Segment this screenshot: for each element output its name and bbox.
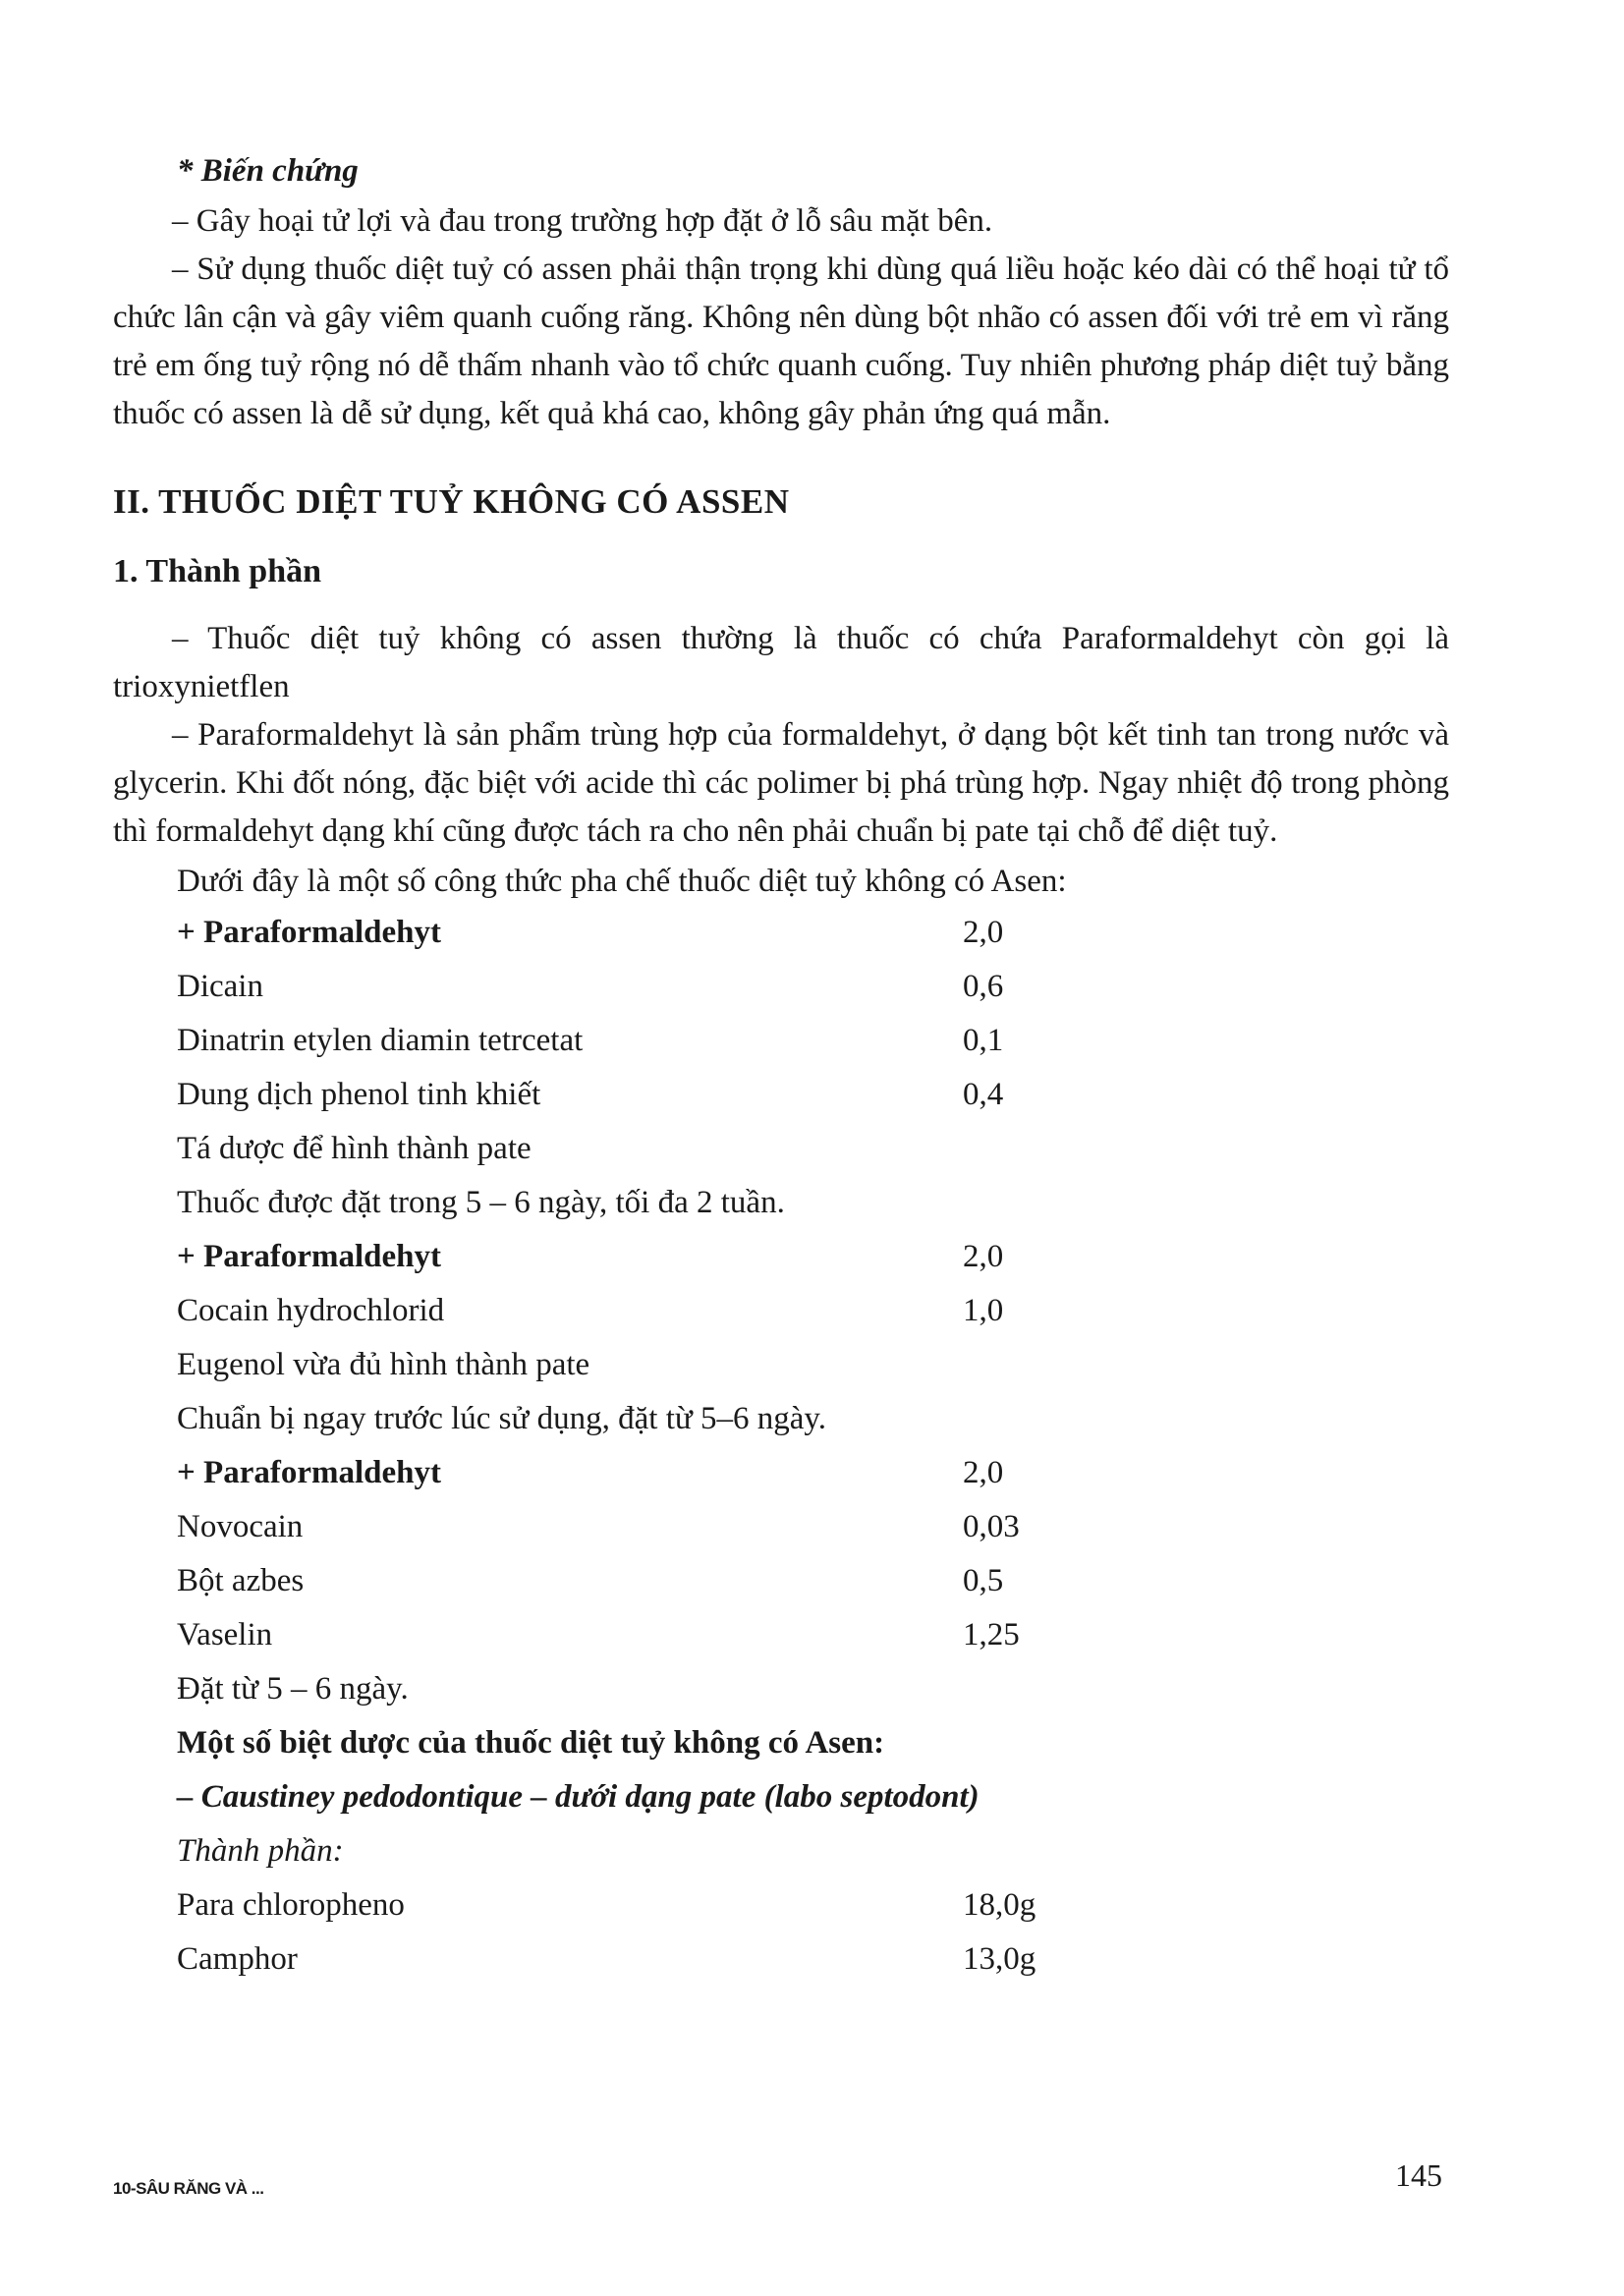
formula-note: Đặt từ 5 – 6 ngày. <box>177 1671 409 1707</box>
ingredient-value: 0,03 <box>963 1509 1020 1544</box>
formula-note: Thuốc được đặt trong 5 – 6 ngày, tối đa 2 tuần. <box>177 1185 785 1220</box>
formula-note: Chuẩn bị ngay trước lúc sử dụng, đặt từ 5–6 ngày. <box>177 1401 827 1436</box>
ingredient-name: Dung dịch phenol tinh khiết <box>177 1077 541 1112</box>
ingredient-name: + Paraformaldehyt <box>177 1455 441 1490</box>
composition-row <box>177 1932 1449 1987</box>
formula-row <box>177 960 1449 1014</box>
ingredient-name: Cocain hydrochlorid <box>177 1293 445 1328</box>
ingredient-value: 13,0g <box>963 1941 1036 1977</box>
formula-row <box>177 1446 1449 1500</box>
ingredient-name: Bột azbes <box>177 1563 305 1598</box>
composition-row <box>177 1878 1449 1932</box>
section-paragraph-2: – Paraformaldehyt là sản phẩm trùng hợp của formaldehyt, ở dạng bột kết tinh tan trong nước và glycerin. Khi đốt nóng, đặc biệt với acide thì các polimer bị phá trùng hợp. Ngay nhiệt độ trong phòng thì formaldehyt dạng khí cũng được tách ra cho nên phải chuẩn bị pate tại chỗ để diệt tuỷ. <box>113 717 1449 849</box>
section-paragraph-1: – Thuốc diệt tuỷ không có assen thường là thuốc có chứa Paraformaldehyt còn gọi là trioxynietflen <box>113 621 1449 704</box>
formula-row <box>177 1500 1449 1554</box>
section-title: II. THUỐC DIỆT TUỶ KHÔNG CÓ ASSEN <box>113 482 790 521</box>
page-number: 145 <box>1395 2157 1442 2193</box>
ingredient-name: + Paraformaldehyt <box>177 1239 441 1274</box>
ingredient-value: 18,0g <box>963 1887 1036 1923</box>
section-subtitle: 1. Thành phần <box>113 553 322 589</box>
ingredient-name: Vaselin <box>177 1617 273 1652</box>
composition-label: Thành phần: <box>177 1833 344 1869</box>
complications-paragraph-1: – Gây hoại tử lợi và đau trong trường hợp đặt ở lỗ sâu mặt bên. <box>172 203 993 239</box>
formula-row <box>177 1608 1449 1662</box>
ingredient-name: Para chloropheno <box>177 1887 405 1923</box>
complications-heading: * Biến chứng <box>177 153 359 189</box>
brand-item: – Caustiney pedodontique – dưới dạng pate (labo septodont) <box>177 1779 980 1815</box>
ingredient-name: Novocain <box>177 1509 304 1544</box>
formula-row <box>177 1554 1449 1608</box>
ingredient-value: 2,0 <box>963 1239 1004 1274</box>
ingredient-value: 0,1 <box>963 1023 1004 1058</box>
formula-row <box>177 1284 1449 1338</box>
page-content <box>113 147 1449 1987</box>
formula-note: Tá dược để hình thành pate <box>177 1131 532 1166</box>
ingredient-value: 1,0 <box>963 1293 1004 1328</box>
formula-intro: Dưới đây là một số công thức pha chế thuốc diệt tuỷ không có Asen: <box>177 864 1067 899</box>
formula-note: Eugenol vừa đủ hình thành pate <box>177 1347 590 1382</box>
formula-row <box>177 1068 1449 1122</box>
ingredient-value: 2,0 <box>963 1455 1004 1490</box>
formula-row <box>177 906 1449 960</box>
footer-chapter-label: 10-SÂU RĂNG VÀ ... <box>113 2179 264 2198</box>
ingredient-value: 2,0 <box>963 915 1004 950</box>
formula-row <box>177 1230 1449 1284</box>
ingredient-name: + Paraformaldehyt <box>177 915 441 950</box>
ingredient-name: Camphor <box>177 1941 298 1977</box>
complications-paragraph-2: – Sử dụng thuốc diệt tuỷ có assen phải thận trọng khi dùng quá liều hoặc kéo dài có thể hoại tử tổ chức lân cận và gây viêm quanh cuống răng. Không nên dùng bột nhão có assen đối với trẻ em vì răng trẻ em ống tuỷ rộng nó dễ thấm nhanh vào tổ chức quanh cuống. Tuy nhiên phương pháp diệt tuỷ bằng thuốc có assen là dễ sử dụng, kết quả khá cao, không gây phản ứng quá mẫn. <box>113 252 1449 431</box>
ingredient-name: Dicain <box>177 969 263 1004</box>
ingredient-value: 0,6 <box>963 969 1004 1004</box>
ingredient-value: 1,25 <box>963 1617 1020 1652</box>
ingredient-value: 0,4 <box>963 1077 1004 1112</box>
ingredient-value: 0,5 <box>963 1563 1004 1598</box>
formula-row <box>177 1014 1449 1068</box>
ingredient-name: Dinatrin etylen diamin tetrcetat <box>177 1023 584 1058</box>
brands-title: Một số biệt dược của thuốc diệt tuỷ không có Asen: <box>177 1725 885 1761</box>
